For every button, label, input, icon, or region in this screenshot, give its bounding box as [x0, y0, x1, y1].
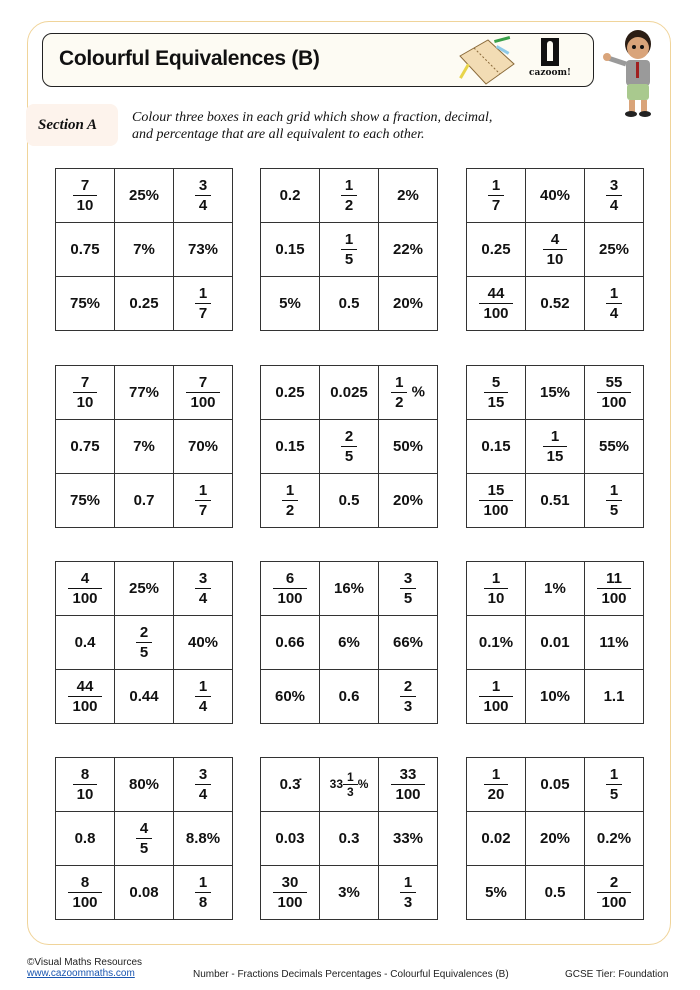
- grid-cell[interactable]: 7%: [115, 223, 174, 277]
- grid-cell[interactable]: 0.6: [320, 670, 379, 724]
- grid-cell[interactable]: 25%: [115, 169, 174, 223]
- grid-cell[interactable]: 0.44: [115, 670, 174, 724]
- grid-cell[interactable]: 20%: [379, 474, 438, 528]
- notebook-icon: [452, 36, 522, 86]
- grid-cell[interactable]: [261, 562, 320, 616]
- grid-cell[interactable]: [379, 758, 438, 812]
- grid-cell[interactable]: [115, 812, 174, 866]
- grid-cell[interactable]: 80%: [115, 758, 174, 812]
- fraction: $\frac{3}{4}$: [195, 765, 211, 804]
- fraction: $\frac{33}{100}$: [391, 765, 424, 804]
- grid-cell[interactable]: 40%: [526, 169, 585, 223]
- grid-cell[interactable]: 50%: [379, 420, 438, 474]
- fraction: $\frac{3}{5}$: [400, 569, 416, 608]
- grid-cell[interactable]: [467, 169, 526, 223]
- grid-3: [466, 168, 644, 331]
- grid-cell[interactable]: [56, 169, 115, 223]
- grid-6: [466, 365, 644, 528]
- grid-2: [260, 168, 438, 331]
- grid-cell[interactable]: 7%: [115, 420, 174, 474]
- grid-cell[interactable]: 0.15: [261, 420, 320, 474]
- grid-cell[interactable]: [261, 474, 320, 528]
- fraction: $\frac{7}{100}$: [186, 373, 219, 412]
- grid-cell[interactable]: 33%: [379, 812, 438, 866]
- grid-cell[interactable]: 0.05: [526, 758, 585, 812]
- fraction: $\frac{1}{4}$: [195, 677, 211, 716]
- grid-cell[interactable]: [379, 562, 438, 616]
- grid-cell[interactable]: [379, 866, 438, 920]
- grid-cell[interactable]: [320, 169, 379, 223]
- grid-cell[interactable]: 20%: [526, 812, 585, 866]
- logo-glyph-icon: [541, 38, 559, 66]
- grid-cell[interactable]: 0.75: [56, 420, 115, 474]
- grid-cell[interactable]: 60%: [261, 670, 320, 724]
- grid-cell[interactable]: 0.66: [261, 616, 320, 670]
- grid-cell[interactable]: [467, 758, 526, 812]
- grid-cell[interactable]: [174, 474, 233, 528]
- fraction: $\frac{44}{100}$: [68, 677, 101, 716]
- grid-cell[interactable]: 6%: [320, 616, 379, 670]
- fraction: $\frac{1}{5}$: [606, 481, 622, 520]
- fraction: $\frac{1}{10}$: [484, 569, 509, 608]
- grid-cell[interactable]: 0.02: [467, 812, 526, 866]
- fraction: $\frac{11}{100}$: [597, 569, 630, 608]
- grid-7: [55, 561, 233, 724]
- fraction: $\frac{1}{2}$: [391, 373, 407, 412]
- grid-cell[interactable]: [585, 474, 644, 528]
- fraction: $\frac{2}{5}$: [341, 427, 357, 466]
- grid-cell[interactable]: 73%: [174, 223, 233, 277]
- grid-cell[interactable]: 77%: [115, 366, 174, 420]
- grid-cell[interactable]: 0.8: [56, 812, 115, 866]
- grid-cell[interactable]: [56, 758, 115, 812]
- grid-cell[interactable]: 0.5: [526, 866, 585, 920]
- grid-11: [260, 757, 438, 920]
- grid-cell[interactable]: [115, 616, 174, 670]
- fraction: $\frac{7}{10}$: [73, 176, 98, 215]
- fraction: $\frac{4}{5}$: [136, 819, 152, 858]
- grid-cell[interactable]: 33 $\frac{1}{3}$ %: [320, 758, 379, 812]
- section-label: [26, 104, 118, 146]
- fraction: $\frac{30}{100}$: [273, 873, 306, 912]
- fraction: $\frac{4}{100}$: [68, 569, 101, 608]
- grid-cell[interactable]: 2%: [379, 169, 438, 223]
- grid-cell[interactable]: [174, 670, 233, 724]
- grid-cell[interactable]: [467, 562, 526, 616]
- grid-cell[interactable]: 25%: [115, 562, 174, 616]
- grid-cell[interactable]: [526, 420, 585, 474]
- fraction: $\frac{1}{2}$: [341, 176, 357, 215]
- grid-cell[interactable]: [585, 169, 644, 223]
- grid-cell[interactable]: 0.25: [261, 366, 320, 420]
- logo-text: cazoom!: [529, 68, 571, 78]
- grid-cell[interactable]: [526, 223, 585, 277]
- grid-cell[interactable]: 1.1: [585, 670, 644, 724]
- grid-cell[interactable]: 0.52: [526, 277, 585, 331]
- grid-cell[interactable]: 66%: [379, 616, 438, 670]
- fraction: $\frac{7}{10}$: [73, 373, 98, 412]
- grid-cell[interactable]: [379, 670, 438, 724]
- fraction: $\frac{3}{4}$: [195, 176, 211, 215]
- fraction: $\frac{1}{5}$: [606, 765, 622, 804]
- grid-cell[interactable]: 75%: [56, 277, 115, 331]
- fraction: $\frac{8}{100}$: [68, 873, 101, 912]
- grid-cell[interactable]: [56, 670, 115, 724]
- fraction: $\frac{15}{100}$: [479, 481, 512, 520]
- fraction: $\frac{1}{7}$: [488, 176, 504, 215]
- grid-cell[interactable]: [585, 758, 644, 812]
- website-link[interactable]: www.cazoommaths.com: [27, 968, 135, 979]
- grid-cell[interactable]: 5%: [467, 866, 526, 920]
- grid-cell[interactable]: 0.4: [56, 616, 115, 670]
- fraction: $\frac{2}{3}$: [400, 677, 416, 716]
- fraction: $\frac{3}{4}$: [606, 176, 622, 215]
- grid-cell[interactable]: $\frac{1}{2}$ %: [379, 366, 438, 420]
- grid-cell[interactable]: 11%: [585, 616, 644, 670]
- fraction: $\frac{1}{5}$: [341, 230, 357, 269]
- grid-cell[interactable]: [585, 866, 644, 920]
- grid-cell[interactable]: [585, 562, 644, 616]
- grid-cell[interactable]: 0.08: [115, 866, 174, 920]
- grid-cell[interactable]: [174, 277, 233, 331]
- instruction-line-1: Colour three boxes in each grid which show a fraction, decimal,: [132, 110, 493, 125]
- grid-cell[interactable]: 22%: [379, 223, 438, 277]
- fraction: $\frac{1}{7}$: [195, 284, 211, 323]
- instructions: [132, 109, 552, 143]
- fraction: $\frac{5}{15}$: [484, 373, 509, 412]
- grid-cell[interactable]: 0.3: [320, 812, 379, 866]
- grid-cell[interactable]: [174, 758, 233, 812]
- fraction: $\frac{2}{5}$: [136, 623, 152, 662]
- grid-cell[interactable]: 0.7: [115, 474, 174, 528]
- grid-cell[interactable]: [467, 474, 526, 528]
- grid-cell[interactable]: 10%: [526, 670, 585, 724]
- footer-tier: GCSE Tier: Foundation: [565, 969, 669, 980]
- grid-cell[interactable]: [585, 277, 644, 331]
- grid-cell[interactable]: [56, 866, 115, 920]
- grid-cell[interactable]: 0.25: [115, 277, 174, 331]
- grid-cell[interactable]: 15%: [526, 366, 585, 420]
- grid-cell[interactable]: [56, 562, 115, 616]
- grid-cell[interactable]: [174, 169, 233, 223]
- fraction: $\frac{55}{100}$: [597, 373, 630, 412]
- grid-cell[interactable]: 55%: [585, 420, 644, 474]
- grid-cell[interactable]: [467, 277, 526, 331]
- grid-cell[interactable]: [467, 670, 526, 724]
- fraction: $\frac{1}{7}$: [195, 481, 211, 520]
- grid-cell[interactable]: 25%: [585, 223, 644, 277]
- grid-cell[interactable]: 0.5: [320, 474, 379, 528]
- page-title: Colourful Equivalences (B): [59, 47, 320, 70]
- mascot-character-icon: [598, 26, 670, 122]
- fraction: $\frac{6}{100}$: [273, 569, 306, 608]
- fraction: $\frac{1}{100}$: [479, 677, 512, 716]
- grid-cell[interactable]: 0.5: [320, 277, 379, 331]
- fraction: $\frac{1}{2}$: [282, 481, 298, 520]
- fraction: $\frac{1}{4}$: [606, 284, 622, 323]
- fraction: $\frac{8}{10}$: [73, 765, 98, 804]
- grid-cell[interactable]: 3%: [320, 866, 379, 920]
- grid-cell[interactable]: 0.3̇: [261, 758, 320, 812]
- grid-cell[interactable]: 0.01: [526, 616, 585, 670]
- grid-cell[interactable]: 16%: [320, 562, 379, 616]
- grid-cell[interactable]: [174, 866, 233, 920]
- grid-cell[interactable]: [585, 366, 644, 420]
- grid-cell[interactable]: 0.15: [261, 223, 320, 277]
- grid-cell[interactable]: [320, 420, 379, 474]
- fraction: $\frac{4}{10}$: [543, 230, 568, 269]
- grid-10: [55, 757, 233, 920]
- fraction: $\frac{1}{3}$: [343, 770, 358, 799]
- instruction-line-2: and percentage that are all equivalent to each other.: [132, 127, 425, 142]
- grid-4: [55, 365, 233, 528]
- grid-cell[interactable]: [261, 866, 320, 920]
- cazoom-logo: [525, 38, 575, 82]
- grid-cell[interactable]: 0.1%: [467, 616, 526, 670]
- grid-cell[interactable]: 5%: [261, 277, 320, 331]
- grid-cell[interactable]: [320, 223, 379, 277]
- fraction: $\frac{3}{4}$: [195, 569, 211, 608]
- fraction: $\frac{1}{20}$: [484, 765, 509, 804]
- copyright-text: ©Visual Maths Resources: [27, 957, 143, 968]
- grid-cell[interactable]: 0.03: [261, 812, 320, 866]
- grid-cell[interactable]: 0.25: [467, 223, 526, 277]
- grid-cell[interactable]: [467, 366, 526, 420]
- grid-cell[interactable]: 0.2%: [585, 812, 644, 866]
- grid-cell[interactable]: 8.8%: [174, 812, 233, 866]
- grid-1: [55, 168, 233, 331]
- grid-cell[interactable]: [174, 562, 233, 616]
- grid-9: [466, 561, 644, 724]
- fraction: $\frac{1}{15}$: [543, 427, 568, 466]
- grid-cell[interactable]: 0.025: [320, 366, 379, 420]
- grid-cell[interactable]: 0.51: [526, 474, 585, 528]
- fraction: $\frac{44}{100}$: [479, 284, 512, 323]
- grid-cell[interactable]: 0.2: [261, 169, 320, 223]
- grid-cell[interactable]: [56, 366, 115, 420]
- section-label-text: Section A: [38, 117, 98, 133]
- fraction: $\frac{2}{100}$: [597, 873, 630, 912]
- grid-cell[interactable]: 40%: [174, 616, 233, 670]
- grid-cell[interactable]: 70%: [174, 420, 233, 474]
- grid-cell[interactable]: [174, 366, 233, 420]
- footer-topic: Number - Fractions Decimals Percentages - Colourful Equivalences (B): [193, 969, 509, 980]
- grid-12: [466, 757, 644, 920]
- grid-5: [260, 365, 438, 528]
- grid-cell[interactable]: 75%: [56, 474, 115, 528]
- grid-cell[interactable]: 1%: [526, 562, 585, 616]
- grid-cell[interactable]: 0.15: [467, 420, 526, 474]
- fraction: $\frac{1}{8}$: [195, 873, 211, 912]
- grid-cell[interactable]: 0.75: [56, 223, 115, 277]
- fraction: $\frac{1}{3}$: [400, 873, 416, 912]
- footer-left: [27, 957, 142, 979]
- grid-8: [260, 561, 438, 724]
- grid-cell[interactable]: 20%: [379, 277, 438, 331]
